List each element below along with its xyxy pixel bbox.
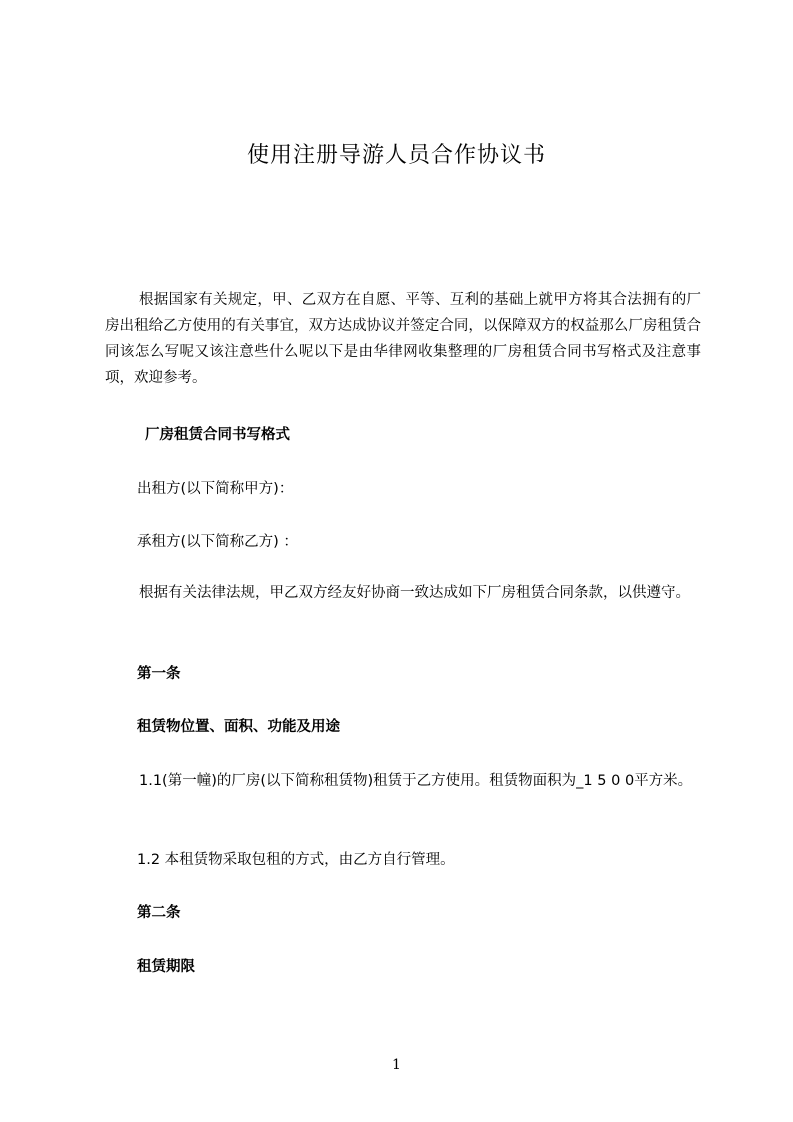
article-1-title: 租赁物位置、面积、功能及用途 [137, 719, 340, 735]
article-2-heading: 第二条 [137, 905, 181, 921]
article-1-heading: 第一条 [137, 666, 181, 682]
agreement-clause: 根据有关法律法规，甲乙双方经友好协商一致达成如下厂房租赁合同条款，以供遵守。 [139, 585, 690, 601]
intro-paragraph: 根据国家有关规定，甲、乙双方在自愿、平等、互利的基础上就甲方将其合法拥有的厂房出租给乙方使用的有关事宜，双方达成协议并签定合同，以保障双方的权益那么厂房租赁合同该怎么写呢又该注意些什么呢以下是由华律网收集整理的厂房租赁合同书写格式及注意事项，欢迎参考。 [105, 292, 701, 386]
lessor-field: 出租方(以下简称甲方)： [137, 481, 294, 497]
document-title: 使用注册导游人员合作协议书 [246, 143, 546, 168]
article-2-title: 租赁期限 [137, 959, 195, 975]
lessee-field: 承租方(以下简称乙方) ： [137, 534, 298, 550]
clause-1-1: 1.1(第一幢)的厂房(以下简称租赁物)租赁于乙方使用。租赁物面积为_1 5 0 0平方米。 [139, 773, 693, 789]
section-heading: 厂房租赁合同书写格式 [145, 427, 290, 443]
page-number: 1 [392, 1057, 401, 1073]
clause-1-2: 1.2 本租赁物采取包租的方式，由乙方自行管理。 [137, 852, 455, 868]
